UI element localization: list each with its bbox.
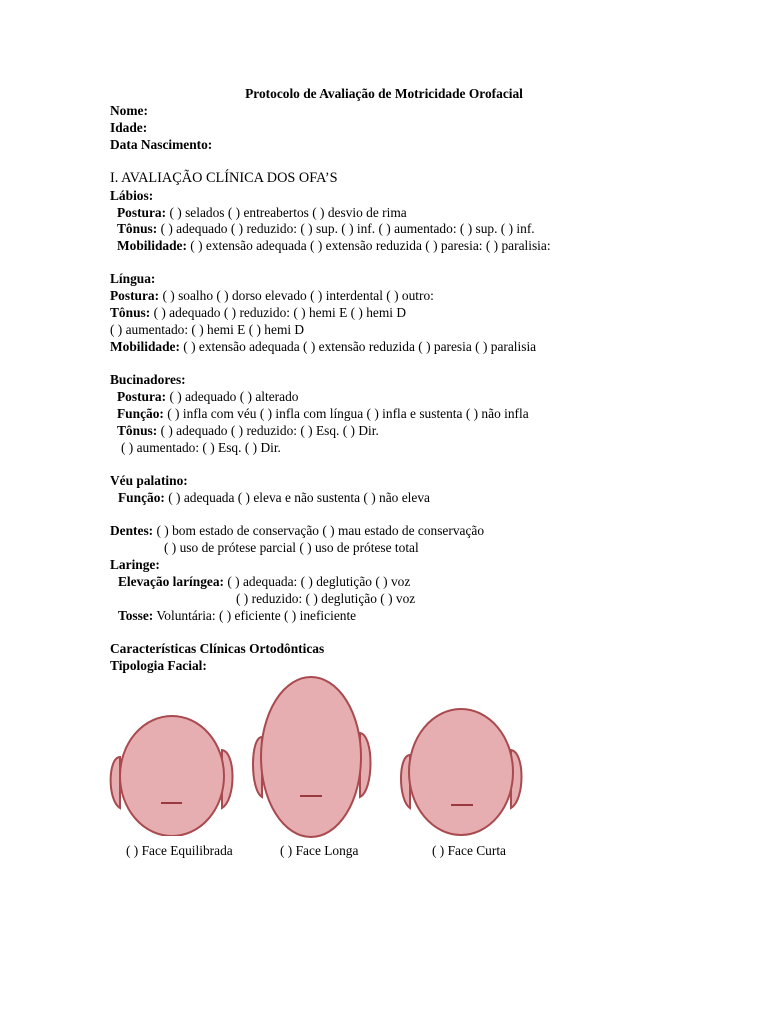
bucinadores-postura-options: ( ) adequado ( ) alterado xyxy=(169,389,299,404)
lingua-postura-options: ( ) soalho ( ) dorso elevado ( ) interdental ( ) outro: xyxy=(162,288,434,303)
laringe-heading: Laringe: xyxy=(110,557,160,572)
veu-heading: Véu palatino: xyxy=(110,473,188,488)
ortodonticas-heading: Características Clínicas Ortodônticas xyxy=(110,641,325,656)
lingua-tonus-aumentado-row: ( ) aumentado: ( ) hemi E ( ) hemi D xyxy=(110,322,305,337)
face-curta-illustration xyxy=(401,709,522,835)
nome-label: Nome: xyxy=(110,103,148,118)
lingua-mobilidade-options: ( ) extensão adequada ( ) extensão reduzida ( ) paresia ( ) paralisia xyxy=(183,339,537,354)
section-heading-avaliacao: I. AVALIAÇÃO CLÍNICA DOS OFA’S xyxy=(110,170,338,186)
labios-tonus-options: ( ) adequado ( ) reduzido: ( ) sup. ( ) inf. ( ) aumentado: ( ) sup. ( ) inf. xyxy=(160,221,535,236)
labios-tonus-label: Tônus: xyxy=(117,221,158,236)
laringe-elevacao-options-1: ( ) adequada: ( ) deglutição ( ) voz xyxy=(227,574,411,589)
lingua-mobilidade-label: Mobilidade: xyxy=(110,339,180,354)
labios-heading: Lábios: xyxy=(110,188,154,203)
laringe-tosse-label: Tosse: xyxy=(118,608,154,623)
data-nascimento-label: Data Nascimento: xyxy=(110,137,213,152)
bucinadores-tonus-label: Tônus: xyxy=(117,423,158,438)
face-longa-illustration xyxy=(253,677,371,837)
face-equilibrada-caption: ( ) Face Equilibrada xyxy=(126,843,233,858)
bucinadores-tonus-options: ( ) adequado ( ) reduzido: ( ) Esq. ( ) Dir. xyxy=(160,423,379,438)
veu-funcao-options: ( ) adequada ( ) eleva e não sustenta ( ) não eleva xyxy=(168,490,430,505)
bucinadores-tonus-aumentado-row: ( ) aumentado: ( ) Esq. ( ) Dir. xyxy=(121,440,281,455)
lingua-tonus-label: Tônus: xyxy=(110,305,151,320)
lingua-heading: Língua: xyxy=(110,271,156,286)
dentes-options-2: ( ) uso de prótese parcial ( ) uso de prótese total xyxy=(164,540,419,555)
lingua-postura-label: Postura: xyxy=(110,288,160,303)
laringe-elevacao-options-2: ( ) reduzido: ( ) deglutição ( ) voz xyxy=(236,591,416,606)
labios-postura-options: ( ) selados ( ) entreabertos ( ) desvio de rima xyxy=(169,205,407,220)
face-equilibrada-illustration xyxy=(105,716,240,846)
labios-mobilidade-options: ( ) extensão adequada ( ) extensão reduzida ( ) paresia: ( ) paralisia: xyxy=(190,238,551,253)
idade-label: Idade: xyxy=(110,120,148,135)
bucinadores-funcao-options: ( ) infla com véu ( ) infla com língua ( ) infla e sustenta ( ) não infla xyxy=(167,406,529,421)
tipologia-heading: Tipologia Facial: xyxy=(110,658,207,673)
veu-funcao-label: Função: xyxy=(118,490,165,505)
dentes-label: Dentes: xyxy=(110,523,154,538)
labios-postura-label: Postura: xyxy=(117,205,167,220)
labios-mobilidade-label: Mobilidade: xyxy=(117,238,187,253)
bucinadores-heading: Bucinadores: xyxy=(110,372,186,387)
laringe-tosse-options: Voluntária: ( ) eficiente ( ) ineficiente xyxy=(156,608,357,623)
dentes-options-1: ( ) bom estado de conservação ( ) mau estado de conservação xyxy=(156,523,485,538)
bucinadores-postura-label: Postura: xyxy=(117,389,167,404)
face-longa-caption: ( ) Face Longa xyxy=(280,843,359,858)
lingua-tonus-options: ( ) adequado ( ) reduzido: ( ) hemi E ( ) hemi D xyxy=(153,305,407,320)
laringe-elevacao-label: Elevação laríngea: xyxy=(118,574,224,589)
document-title: Protocolo de Avaliação de Motricidade Orofacial xyxy=(245,86,523,101)
bucinadores-funcao-label: Função: xyxy=(117,406,164,421)
face-curta-caption: ( ) Face Curta xyxy=(432,843,506,858)
